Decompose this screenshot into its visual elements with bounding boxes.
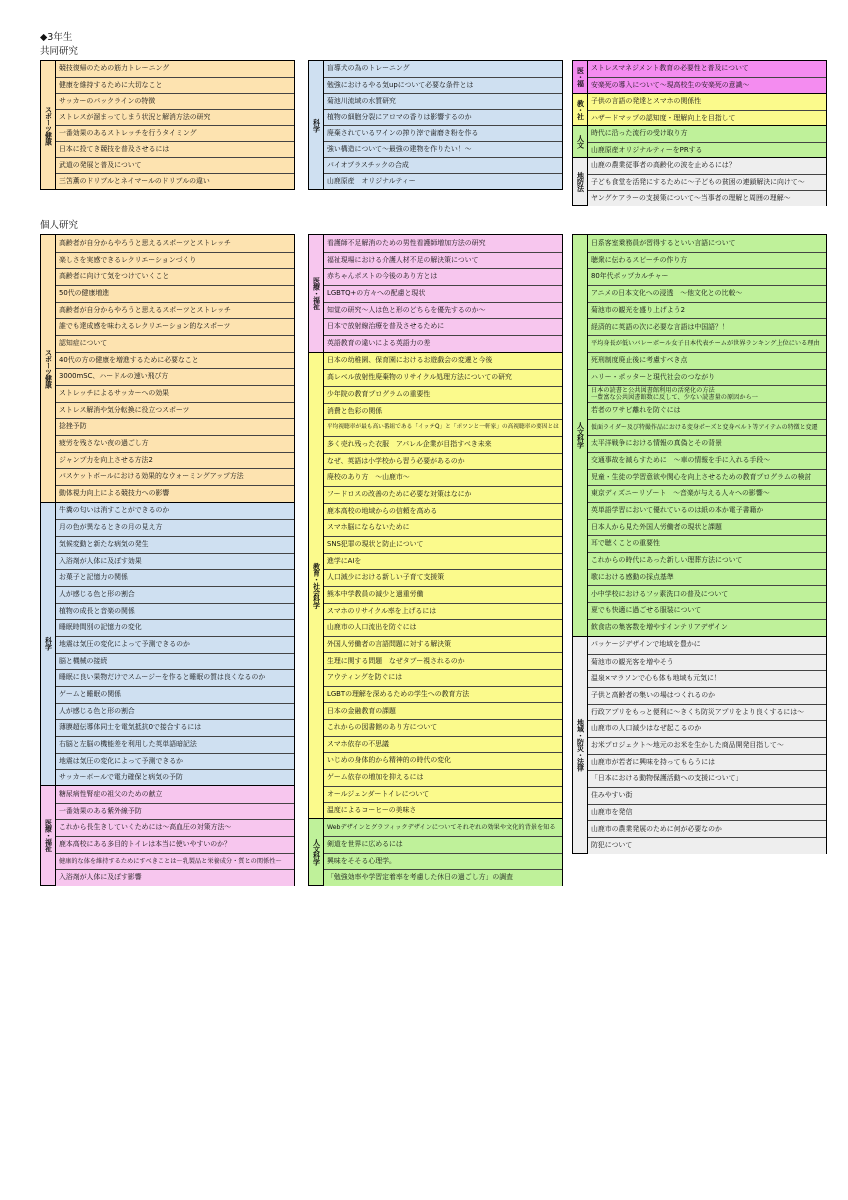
category-block xyxy=(41,61,294,189)
topic-row: 小中学校におけるフッ素洗口の普及について xyxy=(588,585,826,602)
individual-middle-table xyxy=(308,234,563,886)
topic-row: 子供の言語の発達とスマホの関係性 xyxy=(588,94,826,110)
individual-right-table xyxy=(572,234,827,854)
topic-list xyxy=(56,786,294,885)
topic-row: 糖尿病性腎症の祖父のための献立 xyxy=(56,786,294,803)
topic-row: 健康を維持するために大切なこと xyxy=(56,77,294,93)
topic-row: アウティングを防ぐには xyxy=(324,669,562,686)
topic-row: 子ども食堂を活発にするために〜子どもの貧困の連鎖解決に向けて〜 xyxy=(588,174,826,190)
topic-row: お米プロジェクト〜地元のお米を生かした商品開発目指して〜 xyxy=(588,737,826,754)
topic-row: これから長生きしていくためには〜高血圧の対策方法〜 xyxy=(56,819,294,836)
topic-row: 看護師不足解消のための男性看護師増加方法の研究 xyxy=(324,235,562,252)
topic-row: 生理に関する問題 なぜタブー視されるのか xyxy=(324,652,562,669)
topic-row: なぜ、英語は小学校から習う必要があるのか xyxy=(324,453,562,470)
topic-row: 日本の読書と公共図書館利用の活発化の方法 一豊富な公共図書館数に反して、少ない読書量の原因から一 xyxy=(588,385,826,402)
category-block xyxy=(573,235,826,636)
topic-row: 赤ちゃんポストの今後のあり方とは xyxy=(324,268,562,285)
topic-row: 英語教育の違いによる英語力の差 xyxy=(324,335,562,352)
category-label: 地域・防災・法律 xyxy=(573,637,588,853)
topic-row: 「勉強効率や学習定着率を考慮した休日の過ごし方」の調査 xyxy=(324,869,562,886)
topic-row: 英単語学習において優れているのは紙の本か電子書籍か xyxy=(588,502,826,519)
topic-row: 人が感じる色と形の割合 xyxy=(56,703,294,720)
topic-row: 山鹿原産オリジナルティーをPRする xyxy=(588,142,826,158)
topic-row: 進学にAIを xyxy=(324,553,562,570)
topic-row: 「日本における動物保護活動への支援について」 xyxy=(588,770,826,787)
page-heading: ◆3年生 xyxy=(40,32,73,43)
topic-row: 強い構造について〜最強の建物を作りたい！〜 xyxy=(324,141,562,157)
topic-row: 高レベル放射性廃棄物のリサイクル処理方法についての研究 xyxy=(324,369,562,386)
joint-middle-table xyxy=(308,60,563,190)
topic-row: 地震は気圧の変化によって予測できるか xyxy=(56,753,294,770)
topic-row: 平均視聴率が最も高い番組である「イッテQ」と「ポツンと一軒家」の高視聴率の要因とは xyxy=(324,419,562,436)
category-block xyxy=(573,125,826,157)
category-label: 地防法 xyxy=(573,158,588,205)
topic-row: 牛糞の匂いは消すことができるのか xyxy=(56,503,294,520)
category-label: スポーツ健康 xyxy=(41,61,56,189)
topic-row: 競技復帰のための筋力トレーニング xyxy=(56,61,294,77)
category-label: スポーツ健康 xyxy=(41,235,56,502)
topic-row: 高齢者に向けて気をつけていくこと xyxy=(56,268,294,285)
category-label: 科学 xyxy=(41,503,56,785)
topic-row: 山鹿市を発信 xyxy=(588,804,826,821)
topic-list xyxy=(588,61,826,93)
topic-row: 時代に沿った流行の受け取り方 xyxy=(588,126,826,142)
topic-row: 高齢者が自分からやろうと思えるスポーツとストレッチ xyxy=(56,235,294,252)
topic-list xyxy=(588,158,826,205)
topic-row: 熊本中学教員の減少と過重労働 xyxy=(324,586,562,603)
topic-row: 40代の方の健康を増進するために必要なこと xyxy=(56,352,294,369)
topic-row: サッカーボールで電力確保と病気の予防 xyxy=(56,769,294,786)
topic-row: ストレスマネジメント教育の必要性と普及について xyxy=(588,61,826,77)
topic-list xyxy=(588,126,826,157)
topic-row: 山鹿の農業従事者の高齢化の波を止めるには？ xyxy=(588,158,826,174)
topic-row: 鹿本高校の地域からの信頼を高める xyxy=(324,503,562,520)
category-block xyxy=(41,785,294,885)
individual-left-table xyxy=(40,234,295,886)
category-block xyxy=(309,235,562,352)
topic-row: ハリー・ポッターと現代社会のつながり xyxy=(588,369,826,386)
individual-research-title: 個人研究 xyxy=(40,220,79,231)
topic-row: スマホ依存の不思議 xyxy=(324,736,562,753)
topic-row: 鹿本高校にある多目的トイレは本当に使いやすいのか？ xyxy=(56,836,294,853)
category-label: 教・社 xyxy=(573,94,588,125)
topic-row: 安楽死の導入について〜現高校生の安楽死の意識〜 xyxy=(588,77,826,93)
category-block xyxy=(309,352,562,819)
topic-row: 日本の金融教育の課題 xyxy=(324,702,562,719)
topic-row: 三笘薫のドリブルとネイマールのドリブルの違い xyxy=(56,173,294,189)
topic-row: 武道の発展と普及について xyxy=(56,157,294,173)
topic-row: 少年院の教育プログラムの重要性 xyxy=(324,386,562,403)
topic-row: 日本に投てき競技を普及させるには xyxy=(56,141,294,157)
topic-row: 剣道を世界に広めるには xyxy=(324,836,562,853)
category-block xyxy=(41,235,294,502)
topic-row: 山鹿市の農業発展のために何が必要なのか xyxy=(588,820,826,837)
topic-row: 子供と高齢者の集いの場はつくれるのか xyxy=(588,687,826,704)
topic-row: 一番効果のあるストレッチを行うタイミング xyxy=(56,125,294,141)
topic-row: 若者のワサビ離れを防ぐには xyxy=(588,402,826,419)
topic-row: 防犯について xyxy=(588,837,826,854)
topic-row: 福祉現場における介護人材不足の解決策について xyxy=(324,252,562,269)
topic-row: 楽しさを実感できるレクリエーションづくり xyxy=(56,252,294,269)
topic-row: 行政アプリをもっと便利に〜きくち防災アプリをより良くするには〜 xyxy=(588,704,826,721)
topic-row: 廃校のあり方 〜山鹿市〜 xyxy=(324,469,562,486)
joint-research-title: 共同研究 xyxy=(40,46,79,57)
topic-row: フードロスの改善のために必要な対策はなにか xyxy=(324,486,562,503)
topic-row: 経済的に英語の次に必要な言語は中国語？！ xyxy=(588,318,826,335)
topic-row: 睡眠に良い果物だけでスムージーを作ると睡眠の質は良くなるのか xyxy=(56,669,294,686)
topic-row: 誰でも達成感を味わえるレクリエーション的なスポーツ xyxy=(56,318,294,335)
topic-list xyxy=(588,94,826,125)
topic-row: 児童・生徒の学習意欲や関心を向上させるための教育プログラムの検討 xyxy=(588,469,826,486)
topic-list xyxy=(56,61,294,189)
topic-row: 植物の細胞分裂にアロマの香りは影響するのか xyxy=(324,109,562,125)
topic-row: 太平洋戦争における情報の真偽とその背景 xyxy=(588,435,826,452)
topic-row: 山鹿市の人口流出を防ぐには xyxy=(324,619,562,636)
topic-row: Webデザインとグラフィックデザインについてそれぞれの効果や文化的背景を知る xyxy=(324,819,562,836)
category-block xyxy=(573,61,826,93)
topic-row: 高齢者が自分からやろうと思えるスポーツとストレッチ xyxy=(56,302,294,319)
topic-row: ハザードマップの認知度・理解向上を目指して xyxy=(588,110,826,126)
topic-row: 菊池市の観光客を増やそう xyxy=(588,654,826,671)
category-block xyxy=(573,636,826,853)
topic-row: 地震は気圧の変化によって予測できるのか xyxy=(56,636,294,653)
topic-row: 興味をそそる心理学。 xyxy=(324,853,562,870)
topic-list xyxy=(324,819,562,885)
topic-row: 薄膜超伝導体同士を電気抵抗0で接合するには xyxy=(56,719,294,736)
topic-row: 脳と機械の接続 xyxy=(56,653,294,670)
topic-row: 入浴剤が人体に及ぼす影響 xyxy=(56,869,294,886)
topic-row: 交通事故を減らすために 〜車の情報を手に入れる手段〜 xyxy=(588,452,826,469)
topic-row: 山鹿原産 オリジナルティー xyxy=(324,173,562,189)
topic-row: 死刑制度廃止後に考慮すべき点 xyxy=(588,352,826,369)
topic-row: 歌における感動の採点基準 xyxy=(588,569,826,586)
topic-row: 人が感じる色と形の割合 xyxy=(56,586,294,603)
category-label: 科学 xyxy=(309,61,324,189)
topic-row: 疲労を残さない夜の過ごし方 xyxy=(56,435,294,452)
topic-list xyxy=(56,235,294,502)
topic-row: 外国人労働者の言語問題に対する解決策 xyxy=(324,636,562,653)
topic-list xyxy=(588,235,826,636)
topic-list xyxy=(588,637,826,853)
topic-row: 勉強におけるやる気upについて必要な条件とは xyxy=(324,77,562,93)
topic-row: バスケットボールにおける効果的なウォーミングアップ方法 xyxy=(56,468,294,485)
topic-row: ゲームと睡眠の関係 xyxy=(56,686,294,703)
topic-row: ジャンプ力を向上させる方法2 xyxy=(56,452,294,469)
topic-row: 入浴剤が人体に及ぼす効果 xyxy=(56,553,294,570)
topic-row: 気候変動と新たな病気の発生 xyxy=(56,536,294,553)
topic-row: ストレス解消や気分転換に役立つスポーツ xyxy=(56,402,294,419)
topic-row: 温度によるコーヒーの美味さ xyxy=(324,802,562,819)
category-label: 医療・福祉 xyxy=(41,786,56,885)
topic-row: アニメの日本文化への浸透 〜他文化との比較〜 xyxy=(588,285,826,302)
topic-row: 3000mSC、ハードルの速い飛び方 xyxy=(56,368,294,385)
category-label: 人文科学 xyxy=(309,819,324,885)
topic-row: 夏でも快適に過ごせる服装について xyxy=(588,602,826,619)
topic-row: 東京ディズニーリゾート 〜音楽が与える人々への影響〜 xyxy=(588,485,826,502)
joint-right-table xyxy=(572,60,827,206)
topic-row: 山鹿市が若者に興味を持ってもらうには xyxy=(588,754,826,771)
topic-row: 菊池川流域の水質研究 xyxy=(324,93,562,109)
topic-row: 住みやすい街 xyxy=(588,787,826,804)
category-block xyxy=(573,157,826,205)
topic-row: SNS犯罪の現状と防止について xyxy=(324,536,562,553)
topic-row: スマホのリサイクル率を上げるには xyxy=(324,603,562,620)
topic-row: 80年代ポップカルチャー xyxy=(588,268,826,285)
category-block xyxy=(309,61,562,189)
topic-row: 廃棄されているワインの搾り滓で歯磨き粉を作る xyxy=(324,125,562,141)
topic-list xyxy=(56,503,294,785)
topic-row: 月の色が異なるときの月の見え方 xyxy=(56,519,294,536)
topic-row: 仮面ライダー及び特撮作品における変身ポーズと変身ベルト等アイテムの特徴と変遷 xyxy=(588,419,826,436)
topic-row: オールジェンダートイレについて xyxy=(324,786,562,803)
category-block xyxy=(573,93,826,125)
category-block xyxy=(309,818,562,885)
topic-row: 消費と色彩の関係 xyxy=(324,403,562,420)
category-label: 医療・福祉 xyxy=(309,235,324,352)
topic-row: 多く売れ残った衣服 アパレル企業が目指すべき未来 xyxy=(324,436,562,453)
topic-row: 一番効果のある紫外線予防 xyxy=(56,803,294,820)
topic-row: LGBTQ+の方々への配慮と現状 xyxy=(324,285,562,302)
topic-row: 温泉×マラソンで心も体も地域も元気に！ xyxy=(588,670,826,687)
joint-left-table xyxy=(40,60,295,190)
category-block xyxy=(41,502,294,785)
topic-row: 植物の成長と音楽の関係 xyxy=(56,603,294,620)
category-label: 人文科学 xyxy=(573,235,588,636)
category-label: 医・福 xyxy=(573,61,588,93)
topic-row: 50代の健康増進 xyxy=(56,285,294,302)
topic-row: 人口減少における新しい子育て支援策 xyxy=(324,569,562,586)
topic-row: 日本の幼稚園、保育園におけるお遊戯会の変遷と今後 xyxy=(324,353,562,370)
topic-row: 日本人から見た外国人労働者の現状と課題 xyxy=(588,519,826,536)
topic-row: 知覚の研究〜人は色と形のどちらを優先するのか〜 xyxy=(324,302,562,319)
topic-list xyxy=(324,61,562,189)
topic-row: 右脳と左脳の機能差を利用した英単語暗記法 xyxy=(56,736,294,753)
topic-row: 日本で放射線治療を普及させるために xyxy=(324,318,562,335)
topic-row: ヤングケアラーの支援策について〜当事者の理解と周囲の理解〜 xyxy=(588,190,826,206)
topic-row: いじめの身体的から精神的の時代の変化 xyxy=(324,752,562,769)
topic-row: スマホ脳にならないために xyxy=(324,519,562,536)
topic-list xyxy=(324,235,562,352)
topic-row: パッケージデザインで地域を豊かに xyxy=(588,637,826,654)
topic-row: 平均身長が低いバレーボール女子日本代表チームが世界ランキング上位にいる理由 xyxy=(588,335,826,352)
topic-row: ストレスが溜まってしまう状況と解消方法の研究 xyxy=(56,109,294,125)
topic-row: 健康的な体を維持するためにすべきことは〜乳製品と栄養成分・質との関係性〜 xyxy=(56,853,294,870)
topic-row: ゲーム依存の増加を抑えるには xyxy=(324,769,562,786)
category-label: 教育・社会科学 xyxy=(309,353,324,819)
topic-row: 菊池市の観光を盛り上げよう2 xyxy=(588,302,826,319)
topic-row: 山鹿市の人口減少はなぜ起こるのか xyxy=(588,720,826,737)
topic-row: 飲食店の集客数を増やすインテリアデザイン xyxy=(588,619,826,636)
topic-row: 耳で聴くことの重要性 xyxy=(588,535,826,552)
topic-row: 認知症について xyxy=(56,335,294,352)
topic-row: バイオプラスチックの合成 xyxy=(324,157,562,173)
topic-row: お菓子と記憶力の関係 xyxy=(56,569,294,586)
topic-row: 日系客室乗務員が習得するといい言語について xyxy=(588,235,826,252)
topic-list xyxy=(324,353,562,819)
topic-row: 捻挫予防 xyxy=(56,418,294,435)
topic-row: 動体視力向上による競技力への影響 xyxy=(56,485,294,502)
topic-row: これからの時代にあった新しい理葬方法について xyxy=(588,552,826,569)
category-label: 人文 xyxy=(573,126,588,157)
topic-row: 睡眠時間別の記憶力の変化 xyxy=(56,619,294,636)
topic-row: LGBTの理解を深めるための学生への教育方法 xyxy=(324,686,562,703)
topic-row: サッカーのパックラインの特徴 xyxy=(56,93,294,109)
topic-row: ストレッチによるサッカーへの効果 xyxy=(56,385,294,402)
topic-row: これからの図書館のあり方について xyxy=(324,719,562,736)
topic-row: 盲導犬の為のトレーニング xyxy=(324,61,562,77)
topic-row: 聴衆に伝わるスピーチの作り方 xyxy=(588,252,826,269)
